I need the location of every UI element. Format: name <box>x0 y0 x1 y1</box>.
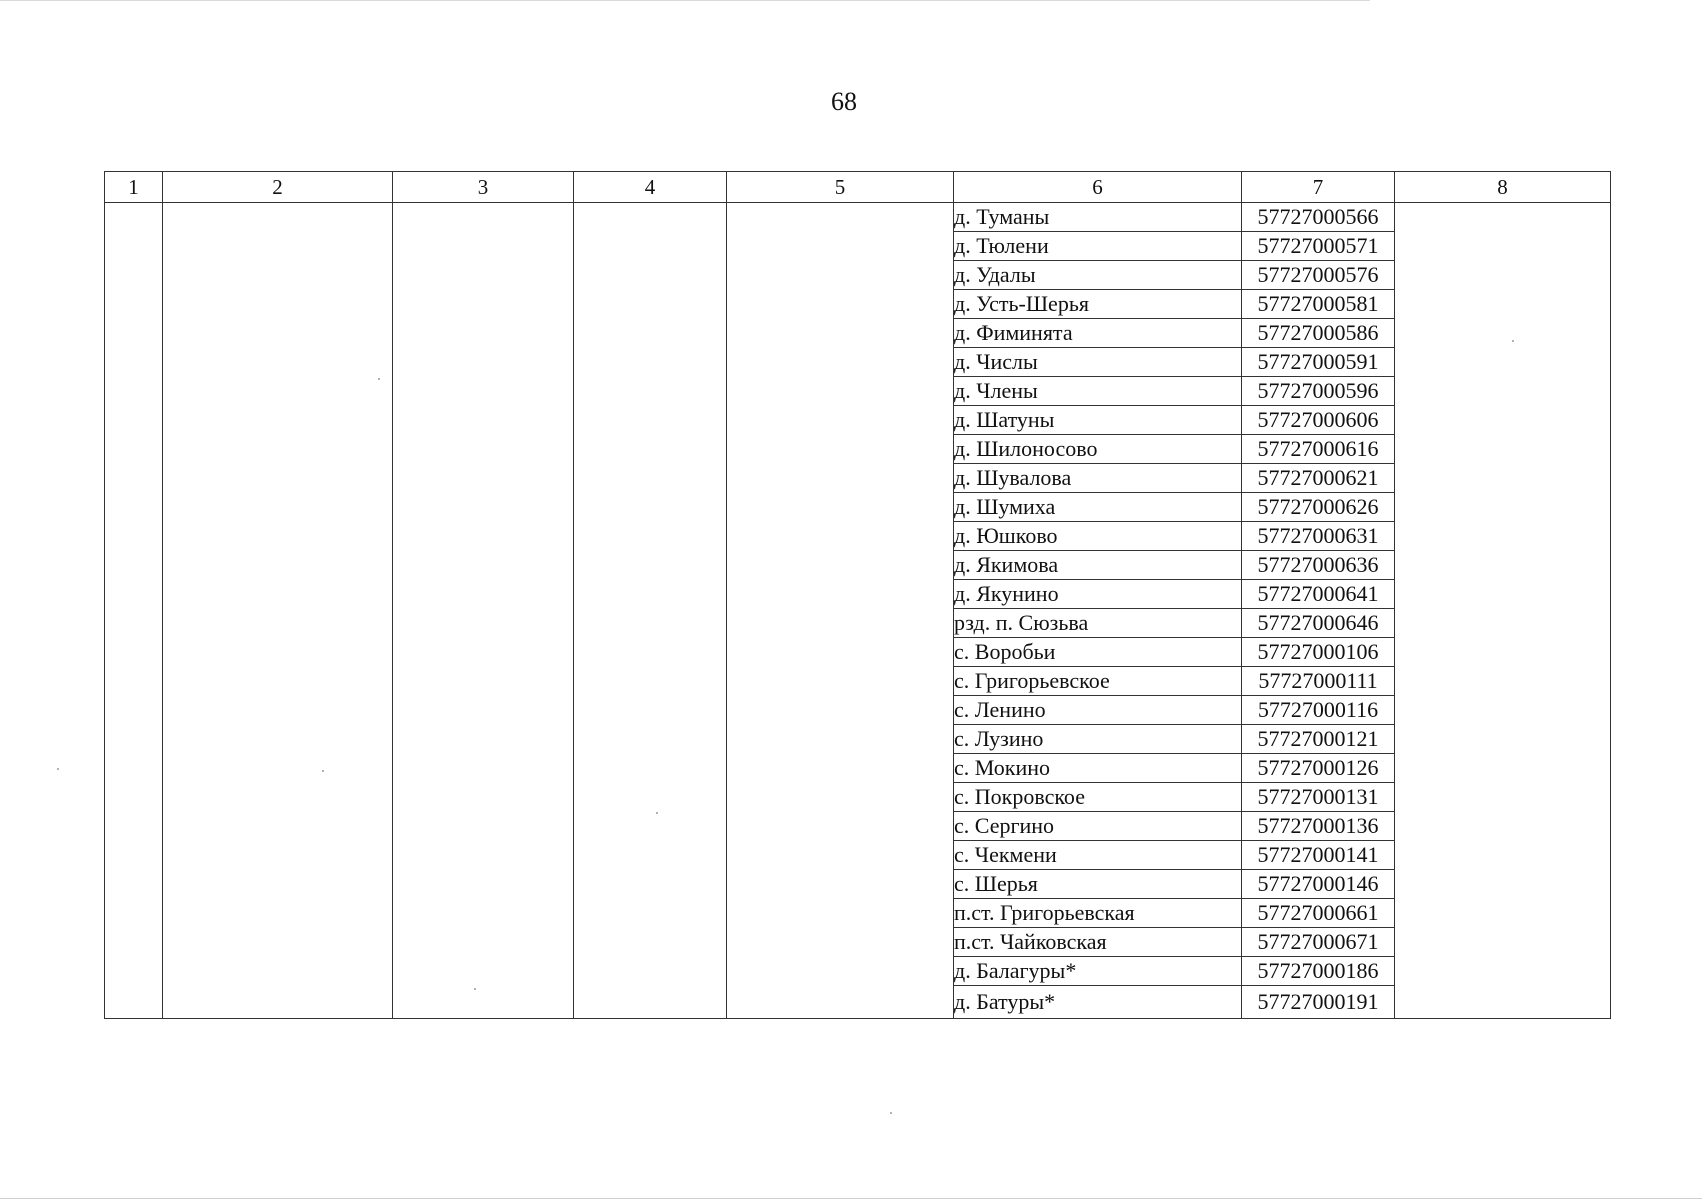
settlement-name-cell: д. Шилоносово <box>954 435 1242 464</box>
settlement-name-cell: с. Григорьевское <box>954 667 1242 696</box>
empty-column-8 <box>1395 203 1611 1019</box>
settlement-name-cell: д. Числы <box>954 348 1242 377</box>
oktmo-code-cell: 57727000646 <box>1242 609 1395 638</box>
oktmo-code-cell: 57727000591 <box>1242 348 1395 377</box>
scan-speck <box>378 378 380 380</box>
settlement-name-cell: с. Сергино <box>954 812 1242 841</box>
oktmo-code-cell: 57727000661 <box>1242 899 1395 928</box>
column-header-4: 4 <box>574 172 727 203</box>
oktmo-code-cell: 57727000631 <box>1242 522 1395 551</box>
oktmo-code-cell: 57727000586 <box>1242 319 1395 348</box>
oktmo-code-cell: 57727000146 <box>1242 870 1395 899</box>
settlement-register-table <box>104 171 1611 1019</box>
column-header-5: 5 <box>727 172 954 203</box>
oktmo-code-cell: 57727000671 <box>1242 928 1395 957</box>
oktmo-code-cell: 57727000636 <box>1242 551 1395 580</box>
oktmo-code-cell: 57727000576 <box>1242 261 1395 290</box>
settlement-name-cell: с. Шерья <box>954 870 1242 899</box>
scan-speck <box>322 770 324 772</box>
settlement-name-cell: д. Фиминята <box>954 319 1242 348</box>
scan-speck <box>890 1112 892 1114</box>
oktmo-code-cell: 57727000566 <box>1242 203 1395 232</box>
settlement-name-cell: д. Шувалова <box>954 464 1242 493</box>
oktmo-code-cell: 57727000626 <box>1242 493 1395 522</box>
scan-edge-bottom <box>0 1198 1702 1199</box>
settlement-name-cell: с. Ленино <box>954 696 1242 725</box>
oktmo-code-cell: 57727000121 <box>1242 725 1395 754</box>
oktmo-code-cell: 57727000136 <box>1242 812 1395 841</box>
settlement-name-cell: д. Тюлени <box>954 232 1242 261</box>
scan-edge-top <box>0 0 1370 1</box>
oktmo-code-cell: 57727000581 <box>1242 290 1395 319</box>
settlement-name-cell: с. Воробьи <box>954 638 1242 667</box>
settlement-name-cell: п.ст. Григорьевская <box>954 899 1242 928</box>
oktmo-code-cell: 57727000111 <box>1242 667 1395 696</box>
settlement-name-cell: д. Шатуны <box>954 406 1242 435</box>
settlement-name-cell: рзд. п. Сюзьва <box>954 609 1242 638</box>
settlement-name-cell: д. Усть-Шерья <box>954 290 1242 319</box>
empty-column-1 <box>105 203 163 1019</box>
oktmo-code-cell: 57727000606 <box>1242 406 1395 435</box>
column-header-8: 8 <box>1395 172 1611 203</box>
oktmo-code-cell: 57727000596 <box>1242 377 1395 406</box>
settlement-name-cell: д. Члены <box>954 377 1242 406</box>
column-header-1: 1 <box>105 172 163 203</box>
column-header-6: 6 <box>954 172 1242 203</box>
page-number: 68 <box>831 87 857 116</box>
settlement-name-cell: с. Лузино <box>954 725 1242 754</box>
settlement-name-cell: д. Батуры* <box>954 986 1242 1019</box>
oktmo-code-cell: 57727000616 <box>1242 435 1395 464</box>
settlement-name-cell: д. Удалы <box>954 261 1242 290</box>
settlement-name-cell: д. Якунино <box>954 580 1242 609</box>
oktmo-code-cell: 57727000621 <box>1242 464 1395 493</box>
scan-speck <box>474 988 476 990</box>
column-header-7: 7 <box>1242 172 1395 203</box>
settlement-name-cell: д. Балагуры* <box>954 957 1242 986</box>
scan-speck <box>1512 340 1514 342</box>
settlement-name-cell: с. Покровское <box>954 783 1242 812</box>
empty-column-4 <box>574 203 727 1019</box>
oktmo-code-cell: 57727000131 <box>1242 783 1395 812</box>
settlement-name-cell: д. Туманы <box>954 203 1242 232</box>
oktmo-code-cell: 57727000126 <box>1242 754 1395 783</box>
empty-column-5 <box>727 203 954 1019</box>
oktmo-code-cell: 57727000141 <box>1242 841 1395 870</box>
settlement-name-cell: д. Юшково <box>954 522 1242 551</box>
settlement-name-cell: д. Шумиха <box>954 493 1242 522</box>
column-header-3: 3 <box>393 172 574 203</box>
settlement-name-cell: с. Мокино <box>954 754 1242 783</box>
oktmo-code-cell: 57727000641 <box>1242 580 1395 609</box>
oktmo-code-cell: 57727000116 <box>1242 696 1395 725</box>
oktmo-code-cell: 57727000191 <box>1242 986 1395 1019</box>
oktmo-code-cell: 57727000186 <box>1242 957 1395 986</box>
scan-speck <box>656 812 658 814</box>
empty-column-3 <box>393 203 574 1019</box>
settlement-name-cell: п.ст. Чайковская <box>954 928 1242 957</box>
empty-column-2 <box>163 203 393 1019</box>
scan-speck <box>57 768 59 770</box>
table-row <box>105 203 1611 232</box>
settlement-name-cell: с. Чекмени <box>954 841 1242 870</box>
column-header-2: 2 <box>163 172 393 203</box>
register-body <box>105 203 1611 1019</box>
column-number-row <box>105 172 1611 203</box>
settlement-name-cell: д. Якимова <box>954 551 1242 580</box>
oktmo-code-cell: 57727000571 <box>1242 232 1395 261</box>
oktmo-code-cell: 57727000106 <box>1242 638 1395 667</box>
